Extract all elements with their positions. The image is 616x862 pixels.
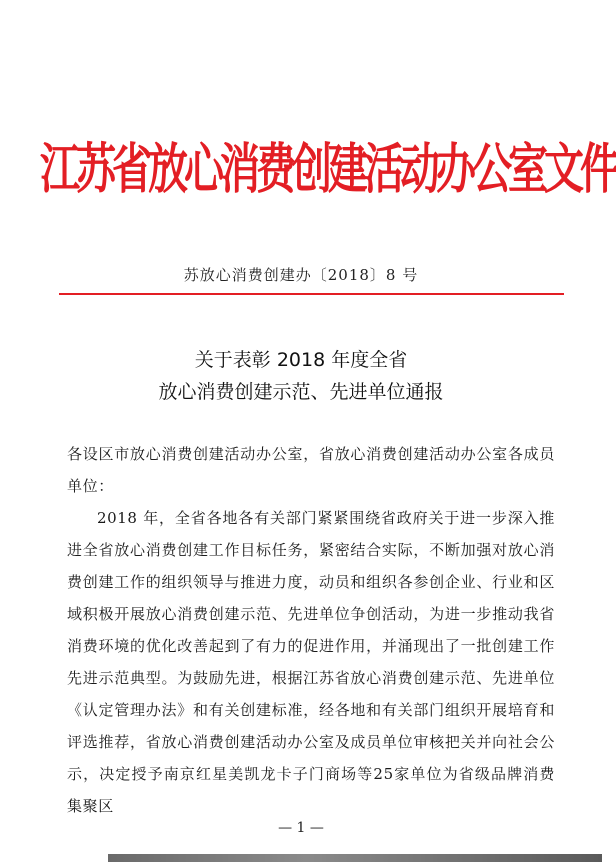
- page-number: — 1 —: [278, 820, 324, 836]
- body-paragraph: 2018 年，全省各地各有关部门紧紧围绕省政府关于进一步深入推进全省放心消费创建工作目标任务，紧密结合实际，不断加强对放心消费创建工作的组织领导与推进力度，动员和组织各参创企业、行业和区域积极开展放心消费创建示范、先进单位争创活动，为进一步推动我省消费环境的优化改善起到了有力的促进作用，并涌现出了一批创建工作先进示范典型。为鼓励先进，根据江苏省放心消费创建示范、先进单位《认定管理办法》和有关创建标准，经各地和有关部门组织开展培育和评选推荐，省放心消费创建活动办公室及成员单位审核把关并向社会公示，决定授予南京红星美凯龙卡子门商场等25家单位为省级品牌消费集聚区: [67, 509, 555, 815]
- document-number: 苏放心消费创建办〔2018〕8 号: [183, 266, 419, 284]
- notice-title: [0, 344, 602, 408]
- salutation: 各设区市放心消费创建活动办公室，省放心消费创建活动办公室各成员单位：: [67, 445, 555, 495]
- viewer-scrollbar-strip: [108, 854, 602, 862]
- notice-title-line-2: 放心消费创建示范、先进单位通报: [158, 381, 444, 403]
- red-divider-line: [59, 293, 564, 295]
- document-header-title: 江苏省放心消费创建活动办公室文件: [40, 137, 616, 202]
- notice-title-line-1: 关于表彰 2018 年度全省: [194, 349, 408, 371]
- document-body: [67, 438, 555, 815]
